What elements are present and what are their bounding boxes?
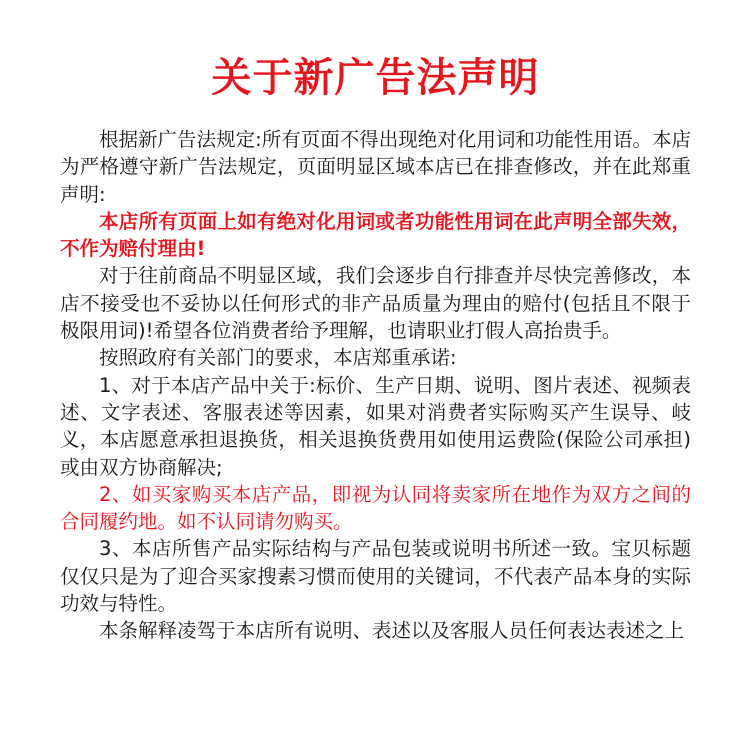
announcement-body (60, 126, 691, 645)
paragraph-invalidation-notice: 本店所有页面上如有绝对化用词或者功能性用词在此声明全部失效，不作为赔付理由! (60, 209, 691, 261)
paragraph-commitment-1: 1、对于本店产品中关于:标价、生产日期、说明、图片表述、视频表述、文字表述、客服表述等因素，如果对消费者实际购买产生误导、岐义，本店愿意承担退换货，相关退换货费用如使用运费险(保险公司承担)或由双方协商解决; (60, 373, 691, 479)
paragraph-commitment-3: 3、本店所售产品实际结构与产品包装或说明书所述一致。宝贝标题仅仅只是为了迎合买家搜素习惯而使用的关键词，不代表产品本身的实际功效与特性。 (60, 537, 691, 616)
paragraph-commitment-intro: 按照政府有关部门的要求，本店郑重承诺: (99, 346, 457, 370)
paragraph-no-compensation: 对于往前商品不明显区域，我们会逐步自行排查并尽快完善修改，本店不接受也不妥协以任何形式的非产品质量为理由的赔付(包括且不限于极限用词)!希望各位消费者给予理解，也请职业打假人高抬贵手。 (60, 264, 691, 343)
paragraph-commitment-2: 2、如买家购买本店产品，即视为认同将卖家所在地作为双方之间的合同履约地。如不认同请勿购买。 (60, 482, 691, 534)
page-title: 关于新广告法声明 (211, 55, 540, 101)
paragraph-closing: 本条解释凌驾于本店所有说明、表述以及客服人员任何表达表述之上 (99, 619, 685, 643)
paragraph-regulation-intro: 根据新广告法规定:所有页面不得出现绝对化用词和功能性用语。本店为严格遵守新广告法规定，页面明显区域本店已在排查修改，并在此郑重声明: (60, 128, 691, 206)
